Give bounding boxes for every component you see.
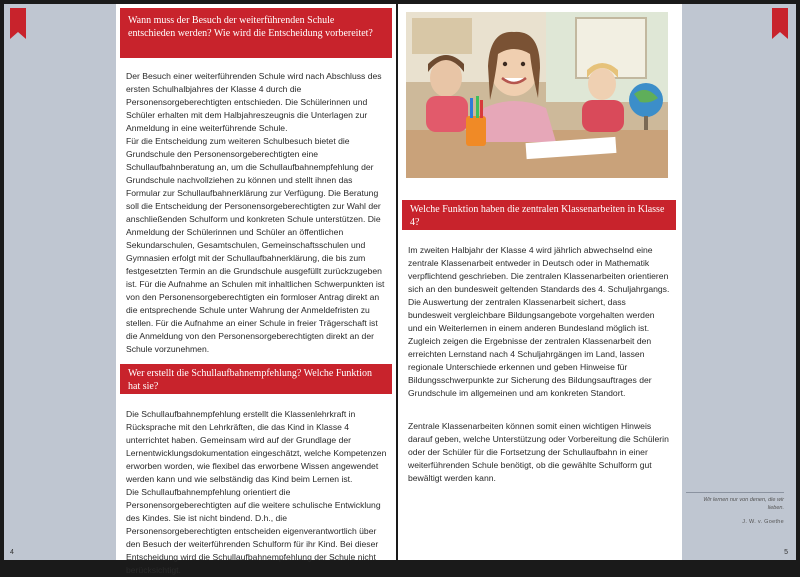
section-body-central-exams-2: [408, 420, 670, 485]
goethe-quote: [686, 492, 784, 526]
page-number-right: 5: [784, 549, 788, 556]
section-heading-school-decision: Wann muss der Besuch der weiterführenden Schule entschieden werden? Wie wird die Entscheidung vorbereitet?: [120, 8, 392, 58]
section-heading-central-exams: Welche Funktion haben die zentralen Klassenarbeiten in Klasse 4?: [402, 200, 676, 230]
left-page: [4, 4, 396, 575]
quote-divider: [686, 492, 784, 493]
left-margin-stripe: [4, 4, 116, 560]
paragraph: Zentrale Klassenarbeiten können somit einen wichtigen Hinweis darauf geben, welche Unterstützung oder Vorbereitung die Schülerin oder der Schüler für die Fortsetzung der Schullaufbahn in einer weiterführenden Schule benötigt, ob die gewählte Schulform gut bewältigt werden kann.: [408, 421, 669, 483]
quote-author: J. W. v. Goethe: [742, 519, 784, 525]
section-body-school-decision: [126, 70, 388, 356]
paragraph: Für die Entscheidung zum weiteren Schulbesuch bietet die Grundschule den Personensorgeberechtigten eine Schullaufbahnberatung an, um die Schullaufbahnempfehlung der Grundschule nachvollziehen zu können und stellt ihnen das Formular zur Schullaufbahnerklärung zur Verfügung. Die Beratung soll die Entscheidung der Personensorgeberechtigten zur Wahl der anschließenden Schulform und konkreten Schule unterstützen. Die Anmeldung der Schülerinnen und Schüler an öffentlichen Sekundarschulen, Gesamtschulen, Gemeinschaftsschulen und Gymnasien erfolgt mit der Schullaufbahnerklärung, die bis zum festgesetzten Termin an die Grundschule ausgefüllt zurückzugeben ist. Für die Aufnahme an Schulen mit inhaltlichen Schwerpunkten ist von den Personensorgeberechtigten ein formloser Antrag direkt an die entsprechende Schule unter Wahrung der Anmeldefristen zu stellen. Für die Aufnahme an einer Schule in freier Trägerschaft ist die Anmeldung von den Personensorgeberechtigten direkt an der Schule vorzunehmen.: [126, 136, 385, 354]
right-page: [398, 4, 796, 560]
section-body-central-exams: [408, 244, 670, 400]
classroom-photo-illustration: [406, 12, 668, 178]
right-text-column: [398, 4, 682, 560]
paragraph: Die Schullaufbahnempfehlung orientiert die Personensorgeberechtigten auf die weitere schulische Entwicklung des Kindes. Sie ist nicht bindend. D.h., die Personensorgeberechtigten entscheiden eigenverantwortlich über den Besuch der weiterführenden Schulform für ihr Kind. Bei dieser Entscheidung wird die Schullaufbahnempfehlung der Schule nicht berücksichtigt.: [126, 487, 381, 575]
left-text-column: [116, 4, 396, 575]
paragraph: Die Schullaufbahnempfehlung erstellt die Klassenlehrkraft in Rücksprache mit den Lehrkräften, die das Kind in Klasse 4 unterrichtet haben. Gemeinsam wird auf der Grundlage der Lernentwicklungsdokumentation eingeschätzt, welche Kompetenzen erworben worden, wie flexibel das erworbene Wissen angewendet werden kann und wie selbständig das Kind beim Lernen ist.: [126, 409, 387, 484]
page-number-left: 4: [10, 549, 14, 556]
paragraph: Der Besuch einer weiterführenden Schule wird nach Abschluss des ersten Schulhalbjahres der Klasse 4 durch die Personensorgeberechtigten entschieden. Die Schülerinnen und Schüler erhalten mit dem Halbjahreszeugnis die Unterlagen zur Anmeldung in eine weiterführende Schule.: [126, 71, 382, 133]
classroom-photo: [406, 12, 668, 178]
quote-text: Wir lernen nur von denen, die wir lieben.: [703, 497, 784, 511]
paragraph: Im zweiten Halbjahr der Klasse 4 wird jährlich abwechselnd eine zentrale Klassenarbeit entweder in Deutsch oder in Mathematik verpflichtend geschrieben. Die zentralen Klassenarbeiten orientieren sich an den bundesweit geltenden Standards des 4. Schuljahrgangs. Die Auswertung der zentralen Klassenarbeit sichert, dass bundesweit vergleichbare Bildungsangebote vorgehalten werden und ein Weiterlernen in einem anderen Bundesland möglich ist. Zugleich zeigen die Ergebnisse der zentralen Klassenarbeit den erreichten Lernstand nach 4 Schuljahrgängen im Land, lassen regionale Unterschiede erkennen und geben Hinweise für Bildungsschwerpunkte zur Sicherung des Bildungsauftrages der Grundschule im allgemeinen und am konkreten Standort.: [408, 245, 670, 398]
bookmark-icon: [772, 8, 788, 32]
bookmark-icon: [10, 8, 26, 32]
section-heading-recommendation: Wer erstellt die Schullaufbahnempfehlung? Welche Funktion hat sie?: [120, 364, 392, 394]
right-margin-stripe: [682, 4, 796, 560]
section-body-recommendation: [126, 408, 388, 577]
